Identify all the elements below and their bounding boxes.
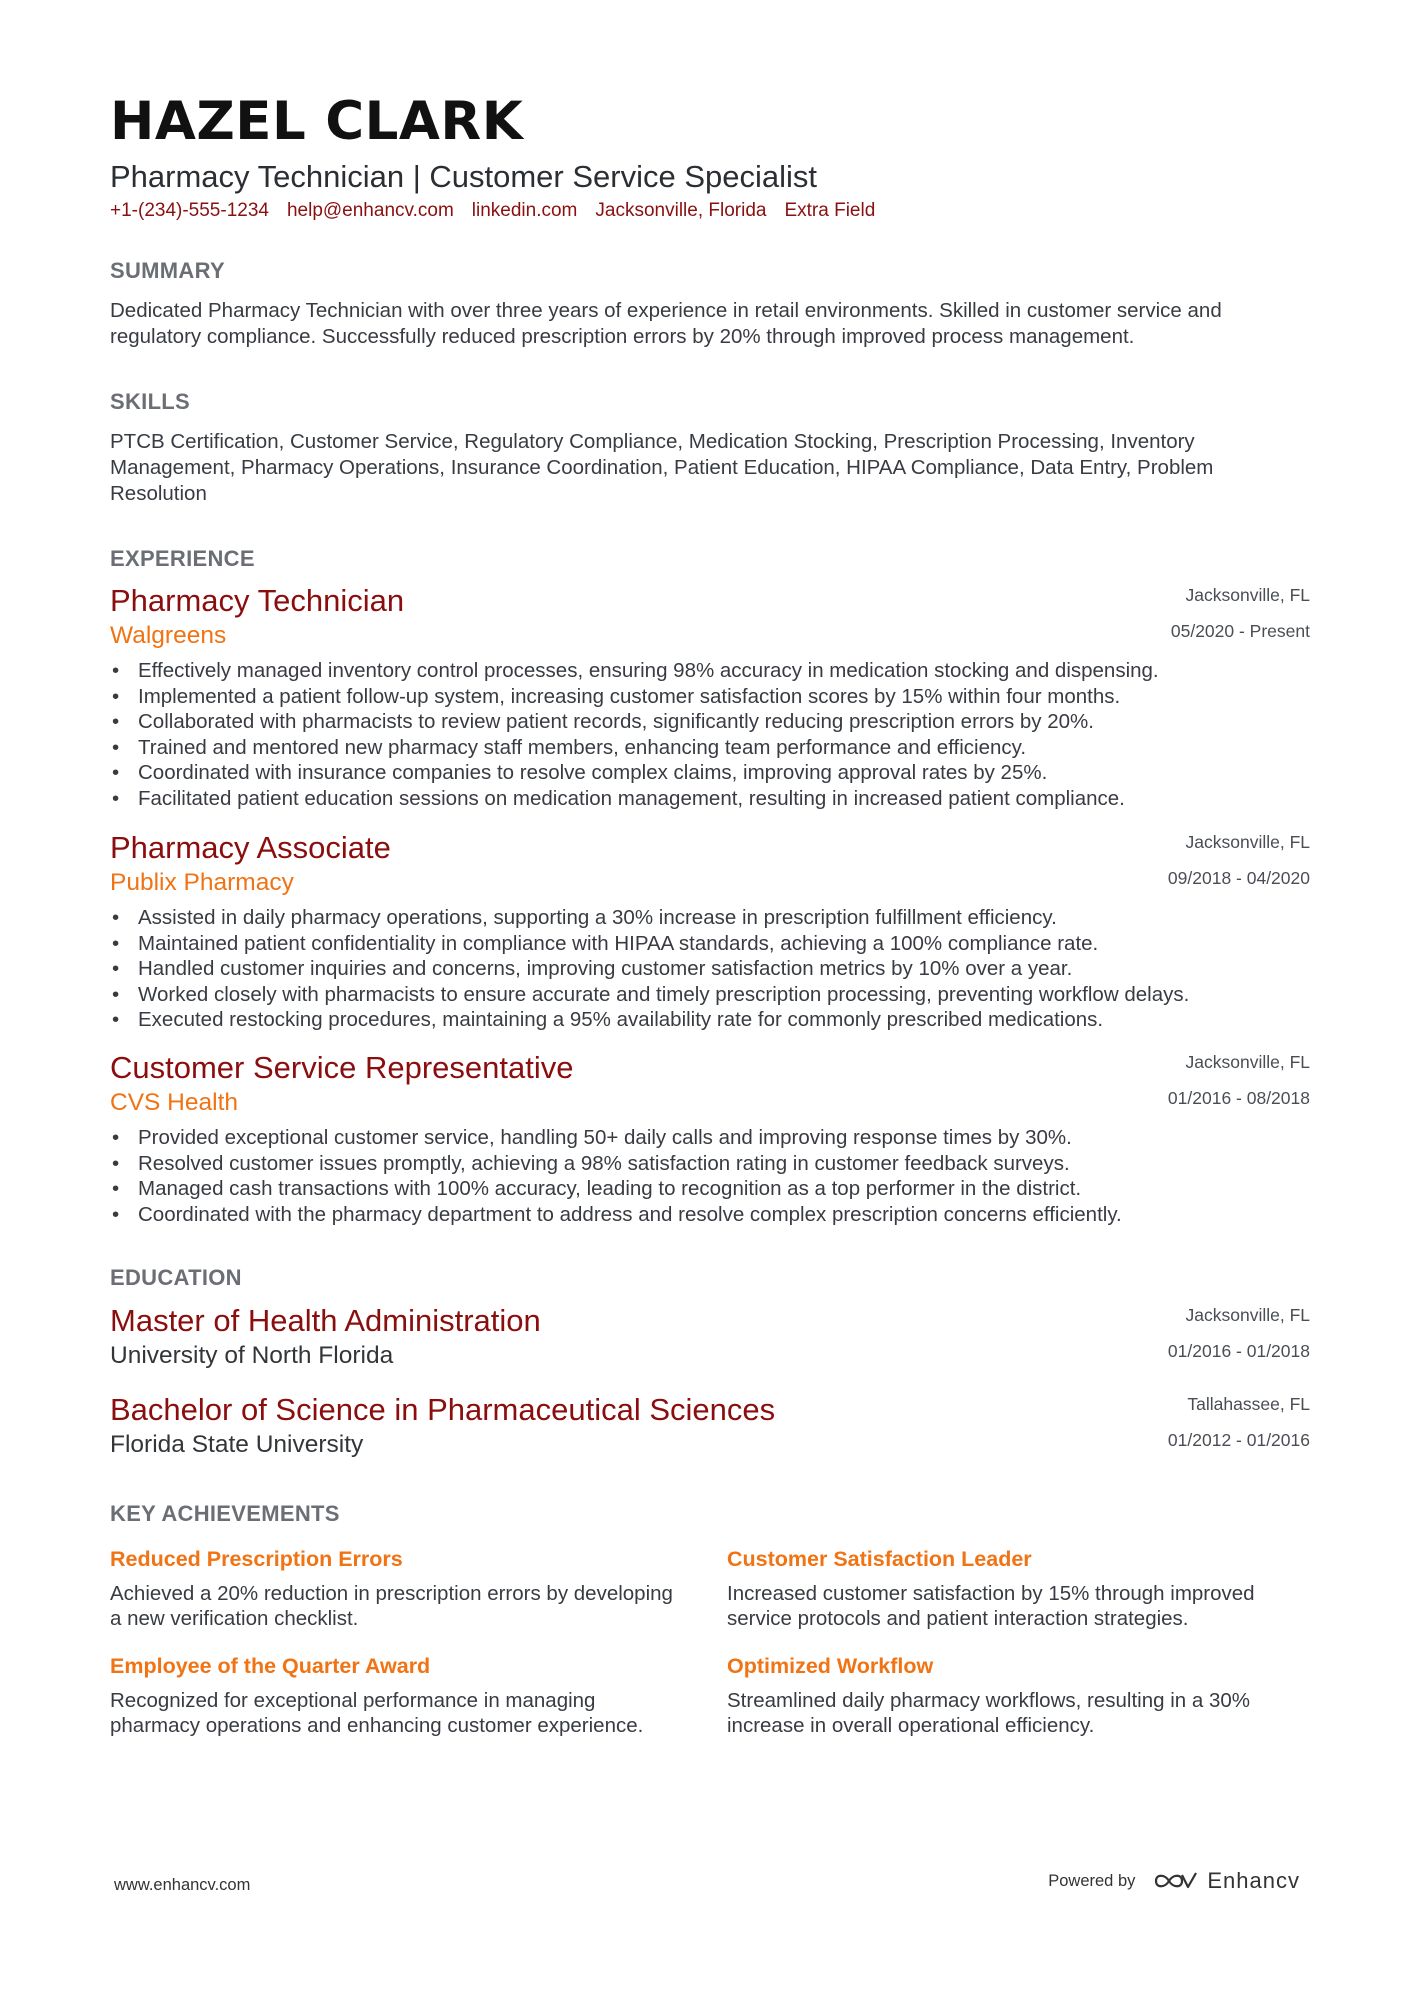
job-bullets (110, 905, 1310, 1033)
bullet-item: • Effectively managed inventory control processes, ensuring 98% accuracy in medication stocking and dispensing. (138, 658, 1310, 684)
job-entry (110, 830, 1310, 1033)
degree-title: Master of Health Administration (110, 1303, 541, 1338)
bullet-item: • Facilitated patient education sessions on medication management, resulting in increased patient compliance. (138, 786, 1310, 812)
bullet-item: • Managed cash transactions with 100% accuracy, leading to recognition as a top performer in the district. (138, 1176, 1310, 1202)
summary-section (110, 258, 1310, 350)
achievements-section (110, 1501, 1310, 1738)
skills-text: PTCB Certification, Customer Service, Regulatory Compliance, Medication Stocking, Prescription Processing, Inventory Management, Pharmacy Operations, Insurance Coordination, Patient Education, HIPAA Compliance, Data Entry, Problem Resolution (110, 430, 1214, 505)
contact-location: Jacksonville, Florida (595, 200, 767, 222)
footer-site-link[interactable]: www.enhancv.com (114, 1876, 251, 1894)
bullet-item: • Resolved customer issues promptly, achieving a 98% satisfaction rating in customer feedback surveys. (138, 1151, 1310, 1177)
achievement-desc: Streamlined daily pharmacy workflows, resulting in a 30% increase in overall operational efficiency. (727, 1688, 1250, 1738)
job-location: Jacksonville, FL (1185, 1052, 1310, 1072)
bullet-item: • Coordinated with insurance companies to resolve complex claims, improving approval rates by 25%. (138, 760, 1310, 786)
job-title: Pharmacy Associate (110, 830, 391, 865)
bullet-item: • Worked closely with pharmacists to ensure accurate and timely prescription processing, preventing workflow delays. (138, 982, 1310, 1008)
job-dates: 05/2020 - Present (1170, 621, 1310, 641)
job-title: Pharmacy Technician (110, 583, 405, 618)
section-title: SUMMARY (110, 258, 225, 283)
achievement-desc: Achieved a 20% reduction in prescription errors by developing a new verification checklist. (110, 1581, 673, 1631)
achievement-item (727, 1547, 1297, 1632)
bullet-item: • Executed restocking procedures, maintaining a 95% availability rate for commonly prescribed medications. (138, 1007, 1310, 1033)
company-name: Walgreens (110, 621, 227, 649)
bullet-item: • Provided exceptional customer service, handling 50+ daily calls and improving response times by 30%. (138, 1125, 1310, 1151)
section-title: EDUCATION (110, 1265, 242, 1290)
job-location: Jacksonville, FL (1185, 585, 1310, 605)
powered-by-label: Powered by (1048, 1871, 1136, 1890)
brand-name: Enhancv (1207, 1868, 1300, 1893)
job-entry (110, 583, 1310, 811)
summary-text: Dedicated Pharmacy Technician with over three years of experience in retail environments. Skilled in customer service and regulatory compliance. Successfully reduced prescription errors by 20% through improved process management. (110, 299, 1222, 348)
candidate-name: HAZEL CLARK (110, 91, 524, 152)
contact-bar (110, 200, 1310, 222)
achievement-item (110, 1547, 680, 1632)
company-name: CVS Health (110, 1088, 239, 1116)
bullet-item: • Trained and mentored new pharmacy staff members, enhancing team performance and efficiency. (138, 735, 1310, 761)
bullet-item: • Maintained patient confidentiality in compliance with HIPAA standards, achieving a 100% compliance rate. (138, 931, 1310, 957)
contact-email[interactable]: help@enhancv.com (286, 200, 454, 222)
education-dates: 01/2012 - 01/2016 (1167, 1430, 1310, 1450)
bullet-item: • Collaborated with pharmacists to review patient records, significantly reducing prescription errors by 20%. (138, 709, 1310, 735)
bullet-item: • Coordinated with the pharmacy department to address and resolve complex prescription concerns efficiently. (138, 1202, 1310, 1228)
resume-page (110, 91, 1310, 1738)
job-entry (110, 1050, 1310, 1227)
experience-section (110, 546, 1310, 572)
enhancv-logo-icon (1153, 1869, 1199, 1893)
achievement-title: Optimized Workflow (727, 1654, 934, 1678)
bullet-item: • Assisted in daily pharmacy operations, supporting a 30% increase in prescription fulfillment efficiency. (138, 905, 1310, 931)
job-bullets (110, 1125, 1310, 1227)
school-name: University of North Florida (110, 1341, 394, 1369)
school-name: Florida State University (110, 1430, 364, 1458)
section-title: SKILLS (110, 389, 191, 414)
skills-section (110, 389, 1310, 507)
education-entry (110, 1303, 1310, 1370)
education-location: Tallahassee, FL (1187, 1394, 1310, 1414)
headline: Pharmacy Technician | Customer Service Specialist (110, 159, 817, 194)
section-title: EXPERIENCE (110, 546, 255, 571)
job-dates: 09/2018 - 04/2020 (1167, 868, 1310, 888)
contact-linkedin[interactable]: linkedin.com (471, 200, 578, 222)
bullet-item: • Implemented a patient follow-up system, increasing customer satisfaction scores by 15% within four months. (138, 684, 1310, 710)
job-location: Jacksonville, FL (1185, 832, 1310, 852)
job-dates: 01/2016 - 08/2018 (1167, 1088, 1310, 1108)
education-location: Jacksonville, FL (1185, 1305, 1310, 1325)
job-bullets (110, 658, 1310, 811)
contact-extra: Extra Field (784, 200, 876, 222)
achievement-title: Employee of the Quarter Award (110, 1654, 431, 1678)
achievement-item (110, 1654, 680, 1739)
achievement-title: Customer Satisfaction Leader (727, 1547, 1032, 1571)
section-title: KEY ACHIEVEMENTS (110, 1501, 340, 1526)
degree-title: Bachelor of Science in Pharmaceutical Sciences (110, 1392, 776, 1427)
company-name: Publix Pharmacy (110, 868, 294, 896)
enhancv-logo[interactable] (1153, 1868, 1300, 1894)
achievement-title: Reduced Prescription Errors (110, 1547, 403, 1571)
job-title: Customer Service Representative (110, 1050, 574, 1085)
achievement-desc: Recognized for exceptional performance in managing pharmacy operations and enhancing customer experience. (110, 1688, 644, 1738)
footer-branding (1048, 1868, 1300, 1894)
bullet-item: • Handled customer inquiries and concerns, improving customer satisfaction metrics by 10% over a year. (138, 956, 1310, 982)
education-entry (110, 1392, 1310, 1459)
contact-phone[interactable]: +1-(234)-555-1234 (110, 200, 269, 222)
achievement-item (727, 1654, 1297, 1739)
achievement-desc: Increased customer satisfaction by 15% through improved service protocols and patient interaction strategies. (727, 1581, 1255, 1631)
education-section (110, 1265, 1310, 1291)
education-dates: 01/2016 - 01/2018 (1167, 1341, 1310, 1361)
